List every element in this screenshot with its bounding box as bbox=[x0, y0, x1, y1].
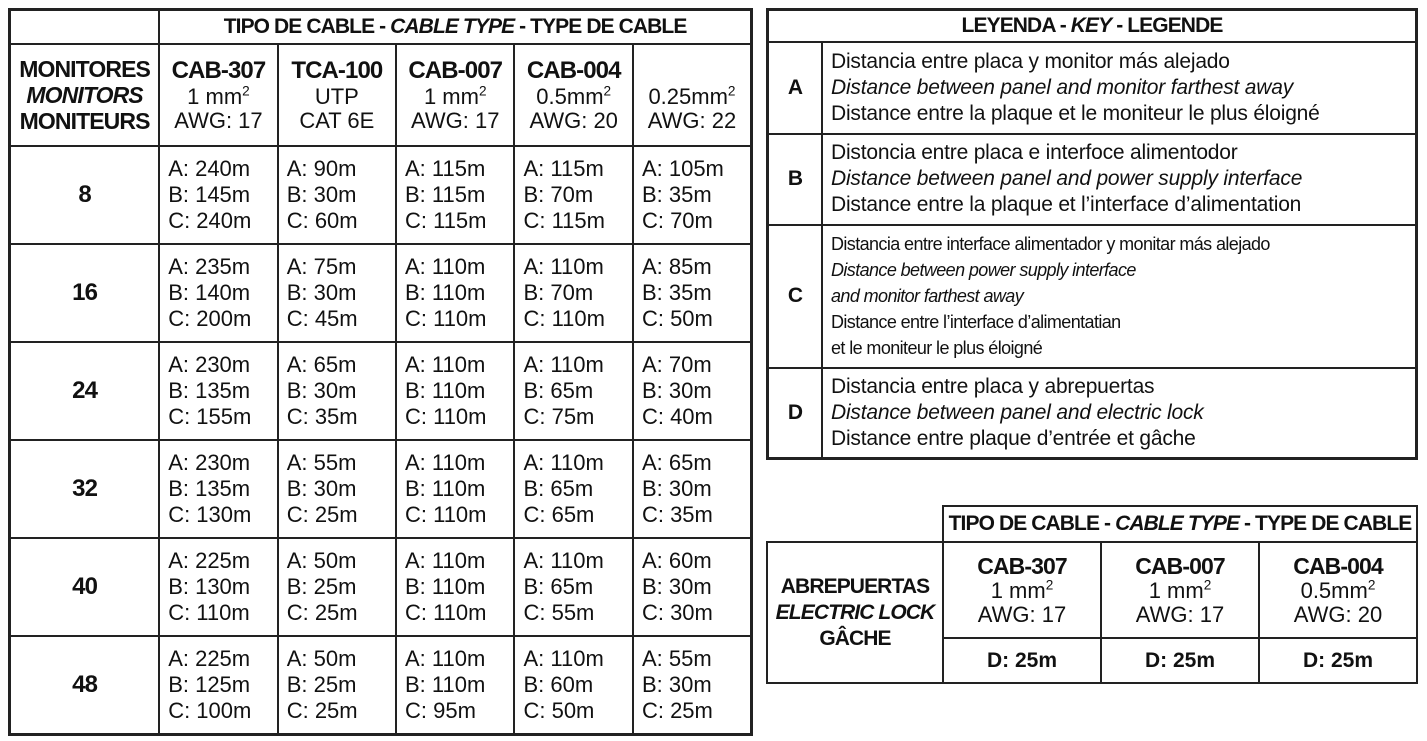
legend-description bbox=[822, 134, 1417, 225]
cable-code: CAB-307 bbox=[171, 57, 266, 84]
distance-cell bbox=[278, 244, 396, 342]
distance-value: C: 60m bbox=[286, 208, 358, 233]
distance-value: B: 125m bbox=[168, 671, 251, 697]
distance-cell bbox=[633, 636, 752, 734]
lock-cable-type-title bbox=[943, 506, 1417, 542]
cable-code: CAB-007 bbox=[408, 57, 503, 84]
legend-description bbox=[822, 225, 1417, 368]
distance-value: B: 110m bbox=[404, 476, 486, 501]
cable-column-header bbox=[943, 542, 1101, 638]
corner-blank bbox=[767, 506, 943, 542]
distance-value: A: 110m bbox=[523, 450, 604, 475]
distance-cell bbox=[514, 244, 632, 342]
distance-cell bbox=[159, 440, 278, 538]
legend-description bbox=[822, 42, 1417, 134]
legend-title-en: KEY bbox=[1070, 14, 1112, 38]
distance-value: A: 235m bbox=[168, 254, 251, 279]
distance-value: A: 60m bbox=[641, 548, 712, 573]
distance-value: C: 50m bbox=[523, 697, 595, 723]
distance-value: B: 70m bbox=[523, 182, 594, 207]
legend-letter: B bbox=[768, 134, 823, 225]
distance-value: B: 115m bbox=[404, 182, 486, 207]
distance-cell bbox=[633, 440, 752, 538]
distance-value: C: 110m bbox=[523, 306, 605, 331]
distance-cell bbox=[633, 244, 752, 342]
legend-line-fr: Distance entre la plaque et l’interface d’alimentation bbox=[831, 193, 1302, 217]
legend-line-es: Distancia entre placa y abrepuertas bbox=[831, 374, 1155, 398]
distance-cell bbox=[396, 244, 514, 342]
cable-code bbox=[634, 57, 750, 85]
distance-cell bbox=[396, 636, 514, 734]
monitor-count: 40 bbox=[10, 538, 160, 636]
distance-value: C: 155m bbox=[168, 404, 252, 429]
cable-gauge: AWG: 17 bbox=[411, 108, 500, 133]
lock-distance-value: D: 25m bbox=[943, 638, 1101, 683]
distance-cell bbox=[396, 538, 514, 636]
distance-value: B: 30m bbox=[286, 280, 357, 305]
distance-value: B: 110m bbox=[404, 671, 486, 697]
cable-gauge: CAT 6E bbox=[299, 108, 375, 133]
cable-code: CAB-307 bbox=[977, 553, 1067, 579]
distance-value: A: 110m bbox=[523, 645, 604, 671]
legend-letter: C bbox=[768, 225, 823, 368]
distance-value: A: 230m bbox=[168, 352, 251, 377]
distance-cell bbox=[278, 440, 396, 538]
table-row bbox=[10, 440, 752, 538]
distance-value: A: 85m bbox=[641, 254, 712, 279]
distance-value: A: 110m bbox=[523, 548, 604, 573]
distance-value: A: 105m bbox=[641, 156, 724, 181]
cable-column-header bbox=[159, 44, 278, 146]
distance-value: C: 110m bbox=[404, 404, 487, 429]
distance-value: B: 135m bbox=[168, 378, 251, 403]
cable-gauge: AWG: 17 bbox=[1135, 602, 1225, 627]
distance-cell bbox=[159, 244, 278, 342]
lock-label-fr: GÂCHE bbox=[819, 626, 891, 650]
distance-cell bbox=[396, 440, 514, 538]
distance-value: B: 25m bbox=[286, 574, 357, 599]
monitors-header-en: MONITORS bbox=[26, 82, 143, 108]
legend-table bbox=[766, 8, 1418, 460]
cable-section: 1 $mm^2$ bbox=[990, 577, 1054, 603]
title-en: CABLE TYPE bbox=[1115, 512, 1240, 535]
legend-line-es: Distancia entre placa y monitor más alejado bbox=[831, 50, 1230, 74]
distance-value: A: 225m bbox=[168, 548, 251, 573]
legend-title bbox=[768, 10, 1417, 43]
legend-line-es: Distoncia entre placa e interfoce alimentodor bbox=[831, 141, 1238, 165]
monitors-header-es: MONITORES bbox=[19, 56, 150, 82]
distance-value: A: 230m bbox=[168, 450, 251, 475]
cable-section: $0.5mm^2$ bbox=[536, 83, 612, 109]
distance-value: A: 55m bbox=[641, 645, 712, 671]
legend-line-fr: Distance entre plaque d’entrée et gâche bbox=[831, 426, 1196, 450]
distance-value: A: 110m bbox=[404, 254, 486, 279]
distance-value: C: 110m bbox=[404, 502, 487, 527]
distance-value: B: 135m bbox=[168, 476, 251, 501]
cable-column-header bbox=[278, 44, 396, 146]
distance-value: C: 110m bbox=[168, 600, 250, 625]
monitor-count: 32 bbox=[10, 440, 160, 538]
title-en: CABLE TYPE bbox=[390, 15, 515, 38]
table-row bbox=[10, 636, 752, 734]
title-es: TIPO DE CABLE - bbox=[223, 15, 391, 38]
cable-type-title bbox=[159, 10, 751, 45]
cable-section: $0.5mm^2$ bbox=[1300, 577, 1376, 603]
legend-title-es: LEYENDA - bbox=[961, 14, 1071, 38]
monitor-count: 48 bbox=[10, 636, 160, 734]
distance-cell bbox=[159, 538, 278, 636]
legend-line-fr: et le moniteur le plus éloigné bbox=[831, 338, 1043, 359]
distance-value: A: 240m bbox=[168, 156, 251, 181]
cable-gauge: AWG: 17 bbox=[174, 108, 263, 133]
distance-value: B: 30m bbox=[641, 378, 712, 403]
cable-gauge: AWG: 17 bbox=[977, 602, 1067, 627]
distance-value: B: 130m bbox=[168, 574, 251, 599]
legend-letter: A bbox=[768, 42, 823, 134]
cable-gauge: AWG: 22 bbox=[647, 108, 737, 133]
distance-cell bbox=[633, 538, 752, 636]
distance-cell bbox=[278, 342, 396, 440]
cable-column-header bbox=[1259, 542, 1417, 638]
distance-value: A: 75m bbox=[286, 254, 357, 279]
cable-column-header bbox=[396, 44, 514, 146]
distance-cell bbox=[159, 636, 278, 734]
distance-value: C: 45m bbox=[286, 306, 358, 331]
distance-value: C: 25m bbox=[286, 600, 358, 625]
distance-cell bbox=[514, 146, 632, 244]
table-row bbox=[10, 342, 752, 440]
distance-value: B: 30m bbox=[286, 378, 357, 403]
distance-value: B: 30m bbox=[641, 671, 712, 697]
lock-label-es: ABREPUERTAS bbox=[780, 574, 930, 598]
cable-column-header bbox=[514, 44, 632, 146]
cable-section: 1 $mm^2$ bbox=[187, 83, 250, 109]
distance-value: A: 50m bbox=[286, 548, 357, 573]
electric-lock-table bbox=[766, 505, 1418, 684]
distance-rows bbox=[10, 146, 752, 734]
distance-value: C: 25m bbox=[286, 502, 358, 527]
distance-value: C: 50m bbox=[641, 306, 713, 331]
distance-value: B: 145m bbox=[168, 182, 251, 207]
distance-value: A: 110m bbox=[404, 352, 486, 377]
title-fr: - TYPE DE CABLE bbox=[514, 15, 687, 38]
distance-value: A: 110m bbox=[404, 645, 486, 671]
cable-code: TCA-100 bbox=[291, 57, 383, 84]
distance-value: A: 50m bbox=[286, 645, 357, 671]
legend-line-en: Distance between power supply interface bbox=[831, 260, 1136, 281]
distance-cell bbox=[514, 342, 632, 440]
legend-description bbox=[822, 368, 1417, 459]
distance-cell bbox=[514, 636, 632, 734]
distance-value: C: 35m bbox=[286, 404, 358, 429]
monitor-count: 24 bbox=[10, 342, 160, 440]
distance-value: B: 110m bbox=[404, 378, 486, 403]
cable-gauge: AWG: 20 bbox=[529, 108, 618, 133]
distance-cell bbox=[159, 146, 278, 244]
distance-value: A: 65m bbox=[286, 352, 357, 377]
corner-blank bbox=[10, 10, 160, 45]
distance-value: A: 110m bbox=[523, 352, 604, 377]
cable-code: CAB-007 bbox=[1135, 553, 1225, 579]
cable-code: CAB-004 bbox=[1293, 553, 1383, 579]
distance-value: C: 130m bbox=[168, 502, 252, 527]
distance-value: C: 40m bbox=[641, 404, 713, 429]
distance-value: B: 65m bbox=[523, 378, 594, 403]
title-es: TIPO DE CABLE - bbox=[948, 512, 1116, 535]
cable-section: $0.25mm^2$ bbox=[648, 83, 736, 109]
legend-line-en: Distance between panel and monitor farthest away bbox=[831, 76, 1294, 100]
distance-value: A: 115m bbox=[523, 156, 604, 181]
distance-value: B: 30m bbox=[286, 476, 357, 501]
distance-value: B: 35m bbox=[641, 280, 712, 305]
distance-value: A: 110m bbox=[404, 450, 486, 475]
cable-code: CAB-004 bbox=[526, 57, 621, 84]
distance-value: A: 90m bbox=[286, 156, 357, 181]
legend-line-fr: Distance entre la plaque et le moniteur le plus éloigné bbox=[831, 102, 1320, 126]
cable-column-header bbox=[1101, 542, 1259, 638]
lock-distance-value: D: 25m bbox=[1101, 638, 1259, 683]
distance-value: C: 25m bbox=[286, 697, 358, 723]
distance-value: C: 65m bbox=[523, 502, 595, 527]
monitors-header-fr: MONITEURS bbox=[19, 108, 150, 134]
distance-value: C: 240m bbox=[168, 208, 252, 233]
distance-value: C: 35m bbox=[641, 502, 713, 527]
distance-value: C: 25m bbox=[641, 697, 713, 723]
distance-cell bbox=[159, 342, 278, 440]
cable-distance-table bbox=[8, 8, 753, 736]
distance-value: C: 100m bbox=[168, 697, 252, 723]
distance-value: B: 60m bbox=[523, 671, 594, 697]
distance-value: C: 95m bbox=[404, 697, 476, 723]
cable-gauge: AWG: 20 bbox=[1293, 602, 1383, 627]
distance-value: B: 30m bbox=[641, 476, 712, 501]
distance-cell bbox=[514, 440, 632, 538]
distance-value: B: 35m bbox=[641, 182, 712, 207]
distance-value: B: 65m bbox=[523, 476, 594, 501]
distance-value: A: 110m bbox=[404, 548, 486, 573]
cable-section: 1 $mm^2$ bbox=[1148, 577, 1212, 603]
distance-value: C: 30m bbox=[641, 600, 713, 625]
distance-cell bbox=[396, 146, 514, 244]
distance-value: C: 115m bbox=[404, 208, 487, 233]
distance-value: B: 25m bbox=[286, 671, 357, 697]
title-fr: - TYPE DE CABLE bbox=[1239, 512, 1412, 535]
distance-value: B: 110m bbox=[404, 574, 486, 599]
cable-column-header bbox=[633, 44, 752, 146]
distance-value: B: 70m bbox=[523, 280, 594, 305]
cable-section: 1 $mm^2$ bbox=[423, 83, 487, 109]
monitor-count: 8 bbox=[10, 146, 160, 244]
distance-value: C: 110m bbox=[404, 306, 487, 331]
lock-distance-value: D: 25m bbox=[1259, 638, 1417, 683]
legend-line-fr: Distance entre l’interface d’alimentatian bbox=[831, 312, 1121, 333]
distance-cell bbox=[278, 636, 396, 734]
distance-value: A: 55m bbox=[286, 450, 357, 475]
distance-cell bbox=[278, 146, 396, 244]
table-row bbox=[10, 146, 752, 244]
legend-line-es: Distancia entre interface alimentador y monitar más alejado bbox=[831, 234, 1270, 255]
cable-section: UTP bbox=[314, 84, 359, 109]
distance-value: C: 75m bbox=[523, 404, 595, 429]
distance-value: C: 115m bbox=[523, 208, 605, 233]
distance-value: B: 140m bbox=[168, 280, 251, 305]
distance-cell bbox=[278, 538, 396, 636]
table-row bbox=[10, 538, 752, 636]
distance-value: A: 115m bbox=[404, 156, 486, 181]
distance-value: B: 30m bbox=[286, 182, 357, 207]
distance-value: B: 110m bbox=[404, 280, 486, 305]
distance-cell bbox=[396, 342, 514, 440]
monitors-header bbox=[10, 44, 160, 146]
table-row bbox=[10, 244, 752, 342]
distance-value: C: 70m bbox=[641, 208, 713, 233]
legend-line-en: Distance between panel and power supply interface bbox=[831, 167, 1303, 191]
distance-value: A: 110m bbox=[523, 254, 604, 279]
distance-value: A: 70m bbox=[641, 352, 712, 377]
distance-value: C: 55m bbox=[523, 600, 595, 625]
distance-value: B: 65m bbox=[523, 574, 594, 599]
distance-value: C: 200m bbox=[168, 306, 252, 331]
legend-line-en: and monitor farthest away bbox=[831, 286, 1024, 307]
electric-lock-label bbox=[767, 542, 943, 683]
legend-title-fr: - LEGENDE bbox=[1111, 14, 1223, 38]
legend-line-en: Distance between panel and electric lock bbox=[831, 400, 1204, 424]
legend-letter: D bbox=[768, 368, 823, 459]
distance-value: A: 225m bbox=[168, 645, 251, 671]
distance-value: A: 65m bbox=[641, 450, 712, 475]
lock-label-en: ELECTRIC LOCK bbox=[775, 600, 935, 624]
distance-cell bbox=[514, 538, 632, 636]
distance-value: C: 110m bbox=[404, 600, 487, 625]
distance-cell bbox=[633, 146, 752, 244]
distance-cell bbox=[633, 342, 752, 440]
monitor-count: 16 bbox=[10, 244, 160, 342]
distance-value: B: 30m bbox=[641, 574, 712, 599]
